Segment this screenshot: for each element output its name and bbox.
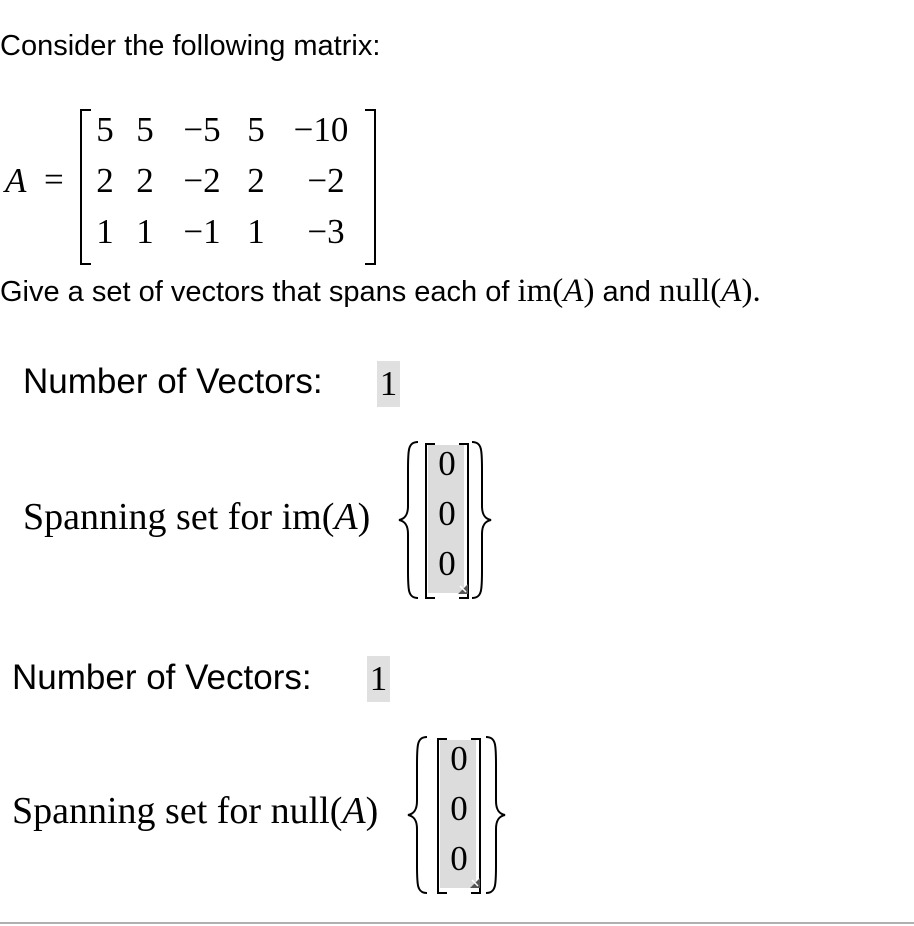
null-spanning-set-label [12, 789, 378, 833]
null-num-vectors-label: Number of Vectors: [12, 658, 312, 697]
null-vector-entry[interactable]: 0 [450, 739, 468, 778]
im-close: ) [583, 273, 595, 309]
im-right-brace [468, 440, 496, 600]
null-span-var: A [342, 790, 366, 832]
matrix-cell: −5 [183, 110, 221, 149]
im-vector-entry[interactable]: 0 [438, 494, 456, 533]
null-num-vectors-input[interactable]: 1 [367, 656, 390, 702]
im-fn: im( [517, 273, 564, 309]
null-fn: null( [658, 273, 722, 309]
null-span-suffix: ) [365, 790, 379, 832]
im-left-brace [396, 440, 422, 600]
null-end: ). [741, 273, 761, 309]
null-var: A [721, 273, 742, 309]
null-right-brace [482, 735, 510, 895]
bottom-divider [0, 922, 914, 924]
matrix-cell: 2 [96, 161, 114, 200]
question-and: and [594, 276, 659, 308]
matrix-left-bracket [80, 109, 91, 265]
im-span-var: A [334, 496, 358, 538]
matrix-label: A [5, 161, 27, 200]
im-num-vectors-input[interactable]: 1 [377, 361, 400, 407]
matrix-cell: −2 [183, 161, 221, 200]
im-vector-entry[interactable]: 0 [438, 544, 456, 583]
matrix-cell: −10 [293, 110, 349, 149]
matrix-cell: 1 [136, 212, 154, 251]
problem-prompt: Consider the following matrix: [0, 30, 381, 62]
question-null [659, 273, 761, 309]
matrix-cell: 2 [247, 161, 265, 200]
matrix-cell: −2 [307, 161, 345, 200]
im-vector-entry[interactable]: 0 [438, 444, 456, 483]
question-im [517, 273, 594, 309]
im-num-vectors-label: Number of Vectors: [23, 362, 323, 401]
null-resize-handle-icon[interactable] [469, 877, 481, 889]
question-text [0, 273, 761, 310]
question-before: Give a set of vectors that spans each of [0, 276, 518, 308]
null-left-brace [405, 735, 431, 895]
im-spanning-set-label [23, 495, 370, 539]
im-var: A [563, 273, 584, 309]
null-vector-entry[interactable]: 0 [450, 789, 468, 828]
matrix-cell: 2 [136, 161, 154, 200]
matrix-cell: 5 [247, 110, 265, 149]
matrix-cell: 1 [247, 212, 265, 251]
matrix-cell: −1 [183, 212, 221, 251]
matrix-cell: 5 [136, 110, 154, 149]
equals-sign: = [44, 160, 64, 199]
matrix-cell: 5 [96, 110, 114, 149]
null-span-prefix: Spanning set for null( [12, 790, 343, 832]
matrix-right-bracket [365, 109, 376, 265]
null-vector-entry[interactable]: 0 [450, 839, 468, 878]
matrix-cell: −3 [307, 212, 345, 251]
im-span-prefix: Spanning set for im( [23, 496, 335, 538]
matrix-cell: 1 [96, 212, 114, 251]
im-span-suffix: ) [357, 496, 371, 538]
